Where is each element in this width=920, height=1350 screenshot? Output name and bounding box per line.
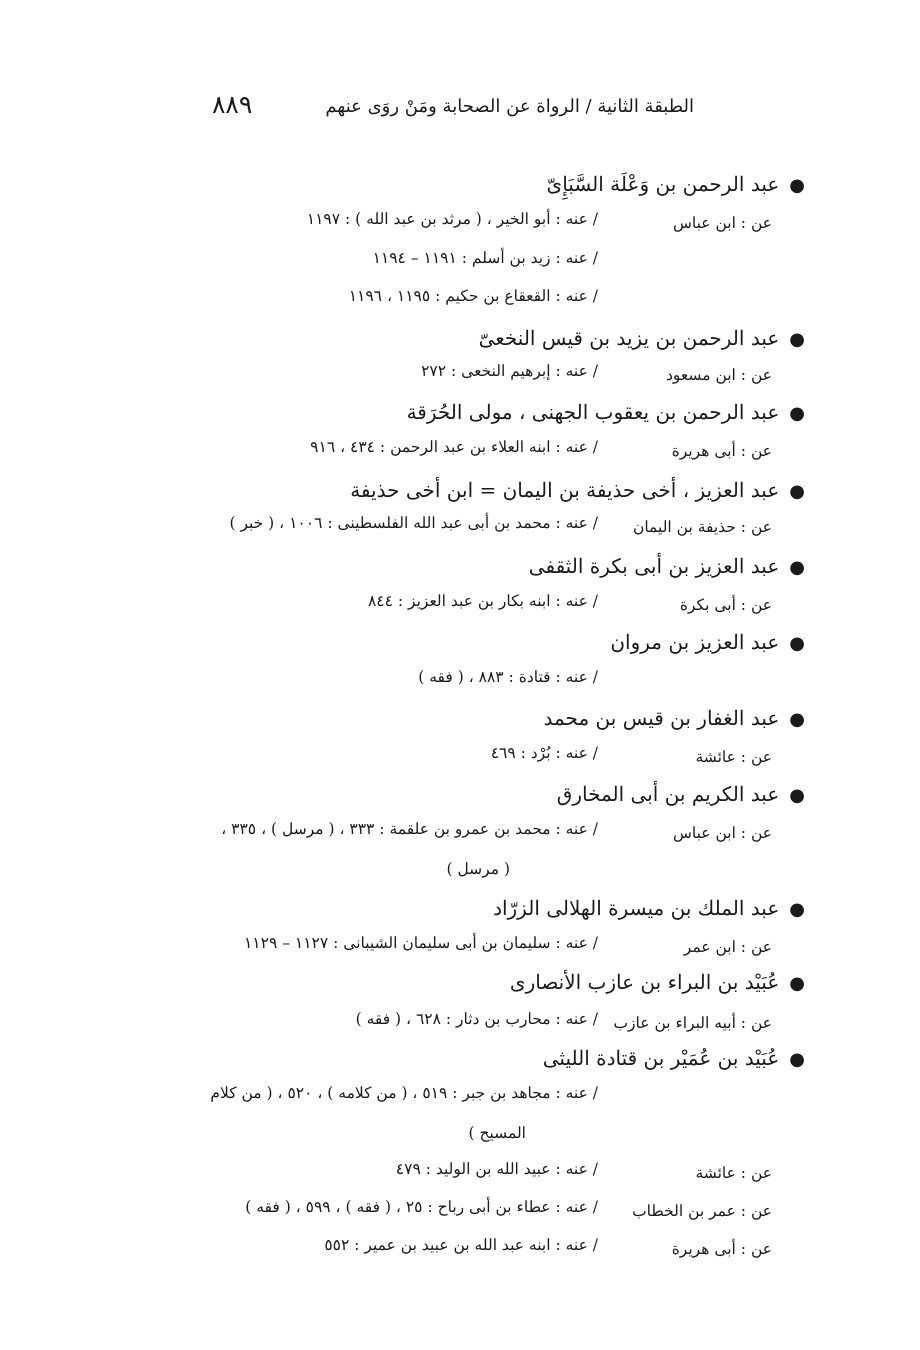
narrator-heading: ●عبد العزيز بن مروان xyxy=(610,630,805,654)
source-from: عن : عائشة xyxy=(695,748,772,766)
source-from: عن : ابن عباس xyxy=(672,214,772,232)
narrator-heading: ●عبد الملك بن ميسرة الهلالى الزرّاد xyxy=(493,896,805,920)
narrator-from-him: / عنه : عطاء بن أبى رباح : ٢٥ ، ( فقه ) ، ٥٩٩ ، ( فقه ) xyxy=(245,1198,598,1216)
narrator-from-him: / عنه : ابنه بكار بن عبد العزيز : ٨٤٤ xyxy=(367,592,598,610)
narrator-from-him: / عنه : مجاهد بن جبر : ٥١٩ ، ( من كلامه ) ، ٥٢٠ ، ( من كلام xyxy=(210,1084,598,1102)
source-from: عن : أبى بكرة xyxy=(679,596,772,614)
narrator-heading: ●عُبَيْد بن عُمَيْر بن قتادة الليثى xyxy=(542,1046,805,1070)
continuation-line: ( مرسل ) xyxy=(446,860,510,878)
source-from: عن : عائشة xyxy=(695,1164,772,1182)
bullet-icon: ● xyxy=(789,1049,805,1070)
source-from: عن : عمر بن الخطاب xyxy=(632,1202,772,1220)
source-from: عن : ابن عمر xyxy=(683,938,772,956)
source-from: عن : أبى هريرة xyxy=(671,442,772,460)
narrator-from-him: / عنه : عبيد الله بن الوليد : ٤٧٩ xyxy=(395,1160,598,1178)
bullet-icon: ● xyxy=(789,785,805,806)
bullet-icon: ● xyxy=(789,709,805,730)
narrator-from-him: / عنه : محارب بن دثار : ٦٢٨ ، ( فقه ) xyxy=(355,1010,598,1028)
narrator-from-him: / عنه : بُرْد : ٤٦٩ xyxy=(490,744,598,762)
continuation-line: المسيح ) xyxy=(468,1124,526,1142)
page-number: ٨٨٩ xyxy=(212,90,253,119)
narrator-heading: ●عبد الرحمن بن يزيد بن قيس النخعىّ xyxy=(478,326,805,350)
bullet-icon: ● xyxy=(789,403,805,424)
narrator-heading: ●عبد العزيز بن أبى بكرة الثقفى xyxy=(528,554,805,578)
narrator-from-him: / عنه : أبو الخير ، ( مرثد بن عبد الله ) : ١١٩٧ xyxy=(306,210,598,228)
narrator-from-him: / عنه : محمد بن أبى عبد الله الفلسطينى : ١٠٠٦ ، ( خبر ) xyxy=(229,514,598,532)
bullet-icon: ● xyxy=(789,973,805,994)
narrator-heading: ●عبد العزيز ، أخى حذيفة بن اليمان = ابن أخى حذيفة xyxy=(350,478,805,502)
bullet-icon: ● xyxy=(789,329,805,350)
narrator-from-him: / عنه : محمد بن عمرو بن علقمة : ٣٣٣ ، ( مرسل ) ، ٣٣٥ ، xyxy=(221,820,598,838)
narrator-heading: ●عُبَيْد بن البراء بن عازب الأنصارى xyxy=(509,970,805,994)
narrator-from-him: / عنه : القعقاع بن حكيم : ١١٩٥ ، ١١٩٦ xyxy=(348,287,598,305)
narrator-from-him: / عنه : سليمان بن أبى سليمان الشيبانى : ١١٢٧ – ١١٢٩ xyxy=(243,934,598,952)
bullet-icon: ● xyxy=(789,899,805,920)
bullet-icon: ● xyxy=(789,633,805,654)
narrator-from-him: / عنه : ابنه عبد الله بن عبيد بن عمير : ٥٥٢ xyxy=(324,1236,598,1254)
narrator-from-him: / عنه : زيد بن أسلم : ١١٩١ – ١١٩٤ xyxy=(372,249,598,267)
narrator-heading: ●عبد الغفار بن قيس بن محمد xyxy=(543,706,805,730)
source-from: عن : حذيفة بن اليمان xyxy=(632,518,772,536)
source-from: عن : أبيه البراء بن عازب xyxy=(613,1014,772,1032)
bullet-icon: ● xyxy=(789,481,805,502)
running-header: الطبقة الثانية / الرواة عن الصحابة ومَنْ روَى عنهم xyxy=(325,96,694,117)
narrator-from-him: / عنه : قتادة : ٨٨٣ ، ( فقه ) xyxy=(418,668,598,686)
bullet-icon: ● xyxy=(789,175,805,196)
bullet-icon: ● xyxy=(789,557,805,578)
narrator-heading: ●عبد الرحمن بن يعقوب الجهنى ، مولى الحُرَقة xyxy=(406,400,805,424)
narrator-from-him: / عنه : إبرهيم النخعى : ٢٧٢ xyxy=(421,362,598,380)
source-from: عن : أبى هريرة xyxy=(671,1240,772,1258)
narrator-heading: ●عبد الكريم بن أبى المخارق xyxy=(556,782,805,806)
source-from: عن : ابن مسعود xyxy=(666,366,772,384)
narrator-heading: ●عبد الرحمن بن وَعْلَة السَّبَإِىّ xyxy=(546,172,805,196)
source-from: عن : ابن عباس xyxy=(672,824,772,842)
narrator-from-him: / عنه : ابنه العلاء بن عبد الرحمن : ٤٣٤ ، ٩١٦ xyxy=(310,438,598,456)
